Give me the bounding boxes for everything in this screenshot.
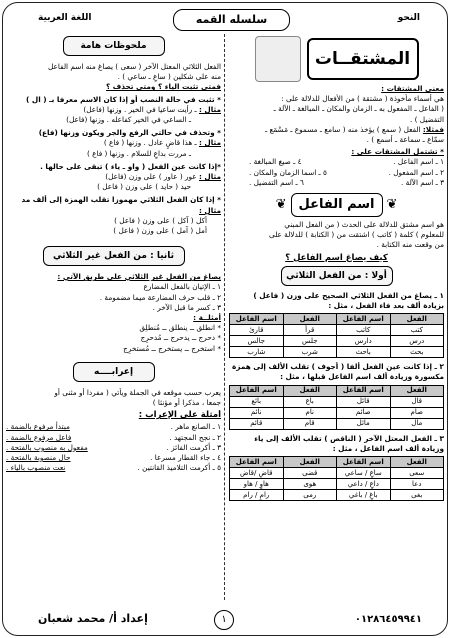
- table-ajwaf: الفعل اسم الفاعل الفعل اسم الفاعل قال قائل باع بائع صام صائم نام نائم مال مائل قام قائم: [229, 385, 444, 430]
- note-line: حيد ( حايد ) على وزن ( فاعل ): [97, 182, 191, 192]
- includes-title: * تشتمل المشتقات على :: [351, 147, 444, 157]
- page-number: ١: [214, 610, 234, 630]
- example-line: * دحرج ــ يدحرج ــ مُدحرِج: [140, 333, 221, 343]
- irab-line: جمعا ، مذكرا أو مؤنثا ): [152, 398, 221, 408]
- note-line: أمل ( آمل ) على وزن ( فاعل ): [113, 226, 207, 236]
- rule-line: يصاغ من الفعل غير الثلاثي على طريق الآتي :: [57, 272, 221, 282]
- note-line: * إذا كان الفعل الثلاثي مهموزا تقلب الهمزة إلى ألف مد: [21, 195, 221, 205]
- column-divider: [224, 34, 226, 600]
- note-line: ـ هذا قاضٍ عادل . وزنها ( فاع ): [103, 138, 199, 148]
- note-line: * تثبت في حالة النصب أو إذا كان الاسم معرفا بـ ( ال ): [26, 94, 221, 104]
- example-label: فمثلا:: [422, 124, 444, 134]
- table-naqis: الفعل اسم الفاعل الفعل اسم الفاعل سعى ساعٍ / ساعي قضى قاضٍ /قاض دعا داعٍ / داعي هوى هاوٍ / هاو بغى باغٍ / باغي رمى رامٍ / رام: [229, 456, 444, 501]
- rule-line: مكسورة وزيادة ألف اسم الفاعل قبلها ، مثل :: [280, 372, 444, 382]
- page-footer: [8, 608, 442, 632]
- cartoon-image: [255, 36, 301, 82]
- table-row: قال قائل باع بائع: [230, 396, 444, 407]
- second-banner: ثانيا : من الفعل غير الثلاثي: [43, 246, 185, 266]
- definition-line: من وقعت منه الكتابة .: [376, 240, 444, 250]
- meaning-line: التفضيل ) .: [409, 114, 444, 124]
- rule-line: وزيادة ألف اسم الفاعل ، مثل :: [332, 443, 444, 453]
- rule-line: ٢ ـ إذا كانت عين الفعل ألفا ( أجوف ) تقلب الألف إلى همزة: [231, 362, 444, 372]
- ornament-icon: ❦: [386, 196, 398, 212]
- irab-row: ٣ ـ أكرمت الفائز . مفعول به منصوب بالفتحة .: [6, 442, 221, 452]
- meaning-title: معنى المشتقات :: [381, 84, 444, 93]
- includes-row: ٢ ـ اسم المفعول . ٥ ـ اسما الزمان والمكان .: [249, 167, 444, 177]
- note-line: * وتحذف في حالتي الرفع والجر ويكون وزنها (فاع): [38, 128, 221, 138]
- example-line: الفعل ( سمع ) يؤخذ منه ( سامع ـ مسموع ـ مَسْمَع ـ: [265, 124, 423, 134]
- notes-banner: ملحوظات هامة: [63, 36, 165, 56]
- includes-row: ٣ ـ اسم الآلة . ٦ ـ اسم التفضيل .: [249, 177, 444, 187]
- note-line: أكل ( آكل ) على وزن ( فاعل ): [114, 215, 207, 225]
- note-line: ـ رأيت ساعيا في الخير . وزنها (فاعل): [83, 104, 199, 114]
- table-row: سعى ساعٍ / ساعي قضى قاضٍ /قاض: [230, 468, 444, 479]
- note-line: ـ الساعي في الخير كفاعله . وزنها (فاعل): [66, 115, 191, 125]
- rule-line: ١ ـ يصاغ من الفعل الثلاثي الصحيح على وزن ( فاعل ): [253, 290, 444, 300]
- left-column: ملحوظات هامة الفعل الثلاثي المعتل الآخر ( سعى ) يصاغ منه اسم الفاعل منه على شكلين ( ساعٍ ـ ساعي ) . فمتى تثبت الياء ؟ ومتى تحذف ؟ * تثبت في حالة النصب أو إذا كان الاسم معرفا بـ ( ال ) مثال : ـ رأيت ساعيا في الخير . وزنها (فاعل) ـ الساعي في الخير كفاعله . وزنها (فاعل) * وتحذف في حالتي الرفع والجر ويكون وزنها (فاع) مثال : ـ هذا قاضٍ عادل . وزنها ( فاع ) ـ مررت بداعٍ للسلام . وزنها ( فاع ) *إذا كانت عين الفعل ( واو ـ ياء ) تبقى على حالها . مثال : عور ( عاور ) على وزن (فاعل) حيد ( حايد ) على وزن ( فاعل ) * إذا كان الفعل الثلاثي مهموزا تقلب الهمزة إلى ألف مد مثال : أكل ( آكل ) على وزن ( فاعل ) أمل ( آمل ) على وزن ( فاعل ) ثانيا : من الفعل غير الثلاثي يصاغ من الفعل غير الثلاثي على طريق الآتي : ١ ـ الإتيان بالفعل المضارع ٢ ـ قلب حرف المضارعة ميما مضمومة . ٣ ـ كسر ما قبل الآخر . أمثلــة : * انطلق ــ ينطلق ــ مُنطلِق * دحرج ــ يدحرج ــ مُدحرِج * استخرج ــ يستخرج ــ مُستخرِج إعرابــــه يعرب حسب موقعه في الجملة ويأتي ( مفردا أو مثنى أو جمعا ، مذكرا أو مؤنثا ) أمثلة على الإعراب : ١ ـ الصانع ماهر . مبتدأ مرفوع بالضمة . ٢ ـ نجح المجتهد . فاعل مرفوع بالضمة . ٣ ـ أكرمت الفائز . مفعول به منصوب بالفتحة . ٤ ـ جاء القطار مسرعا . حال منصوبة بالفتحة . ٥ ـ أكرمت التلاميذ القانتين . نعت منصوب بالياء .: [6, 32, 221, 474]
- note-line: عور ( عاور ) على وزن (فاعل): [105, 172, 199, 182]
- example-line: سمّاع ـ سماعة ـ أسمع ) .: [366, 135, 444, 145]
- table-row: بحث باحث شرب شارب: [230, 347, 444, 358]
- note-line: ـ مررت بداعٍ للسلام . وزنها ( فاع ): [86, 148, 191, 158]
- definition-line: للمعلوم ) كلمة ( كاتب ) اشتقت من ( الكتابة ) للدلالة على: [269, 230, 444, 240]
- table-thulathi: الفعل اسم الفاعل الفعل اسم الفاعل كتب كاتب قرأ قارئ درس دارس جلس جالس بحث باحث شرب شارب: [229, 313, 444, 358]
- ism-fail-title: اسم الفاعل: [291, 193, 383, 217]
- irab-row: ١ ـ الصانع ماهر . مبتدأ مرفوع بالضمة .: [6, 422, 221, 432]
- table-row: كتب كاتب قرأ قارئ: [230, 325, 444, 336]
- table-row: درس دارس جلس جالس: [230, 336, 444, 347]
- note-line: مثال :: [198, 205, 221, 215]
- table-row: صام صائم نام نائم: [230, 407, 444, 418]
- irab-row: ٤ ـ جاء القطار مسرعا . حال منصوبة بالفتحة .: [6, 453, 221, 463]
- meaning-line: ( الفاعل ـ المفعول به ـ الزمان والمكان ـ المبالغة ـ الآلة ـ: [273, 104, 444, 114]
- header-subject: النحو: [397, 13, 420, 23]
- irab-line: يعرب حسب موقعه في الجملة ويأتي ( مفردا أو مثنى أو: [54, 387, 221, 397]
- example-line: * انطلق ــ ينطلق ــ مُنطلِق: [139, 323, 221, 333]
- rule-line: ٣ ـ الفعل المعتل الآخر ( الناقص ) تقلب الألف إلى ياء: [254, 433, 444, 443]
- ornament-icon: ❦: [275, 196, 287, 212]
- header-series-title: سلسله القمه: [173, 9, 290, 31]
- examples-title: أمثلــة :: [193, 313, 221, 323]
- irab-row: ٥ ـ أكرمت التلاميذ القانتين . نعت منصوب بالياء .: [6, 463, 221, 473]
- table-row: بغى باغٍ / باغي رمى رامٍ / رام: [230, 490, 444, 501]
- rule-line: ١ ـ الإتيان بالفعل المضارع: [143, 282, 221, 292]
- page-header: [8, 4, 442, 30]
- main-title: المشتقــات: [307, 38, 419, 80]
- rule-line: ٣ ـ كسر ما قبل الآخر .: [152, 302, 221, 312]
- includes-row: ١ ـ اسم الفاعل . ٤ ـ صيغ المبالغة .: [249, 157, 444, 167]
- meaning-line: هي أسماء مأخوذة ( مشتقة ) من الأفعال للدلالة على :: [281, 94, 444, 104]
- note-title: فمتى تثبت الياء ؟ ومتى تحذف ؟: [106, 82, 221, 92]
- first-banner: أولا : من الفعل الثلاثي: [281, 266, 393, 286]
- note-line: الفعل الثلاثي المعتل الآخر ( سعى ) يصاغ منه اسم الفاعل: [48, 62, 221, 71]
- right-column: [229, 32, 444, 503]
- table-row: مال مائل قام قائم: [230, 418, 444, 429]
- definition-line: هو اسم مشتق للدلالة على الحدث ( من الفعل المبني: [284, 220, 444, 230]
- example-line: * استخرج ــ يستخرج ــ مُستخرِج: [123, 343, 221, 353]
- footer-author: إعداد أ/ محمد شعبان: [38, 612, 148, 625]
- note-line: منه على شكلين ( ساعٍ ـ ساعي ) .: [117, 72, 221, 82]
- irab-examples-title: أمثلة على الإعراب :: [138, 410, 221, 421]
- how-title: كيف يصاغ اسم الفاعل ؟: [285, 252, 388, 263]
- note-line: *إذا كانت عين الفعل ( واو ـ ياء ) تبقى على حالها .: [40, 161, 221, 171]
- irab-row: ٢ ـ نجح المجتهد . فاعل مرفوع بالضمة .: [6, 432, 221, 442]
- rule-line: بزيادة ألف بعد فاء الفعل ، مثل :: [328, 301, 444, 311]
- rule-line: ٢ ـ قلب حرف المضارعة ميما مضمومة .: [99, 292, 221, 302]
- footer-phone: ٠١٢٨٦٤٥٩٩٤١: [354, 614, 422, 625]
- irab-banner: إعرابــــه: [73, 362, 155, 382]
- table-row: دعا داعٍ / داعي هوى هاوٍ / هاو: [230, 479, 444, 490]
- header-arabic: اللغة العربية: [38, 13, 92, 23]
